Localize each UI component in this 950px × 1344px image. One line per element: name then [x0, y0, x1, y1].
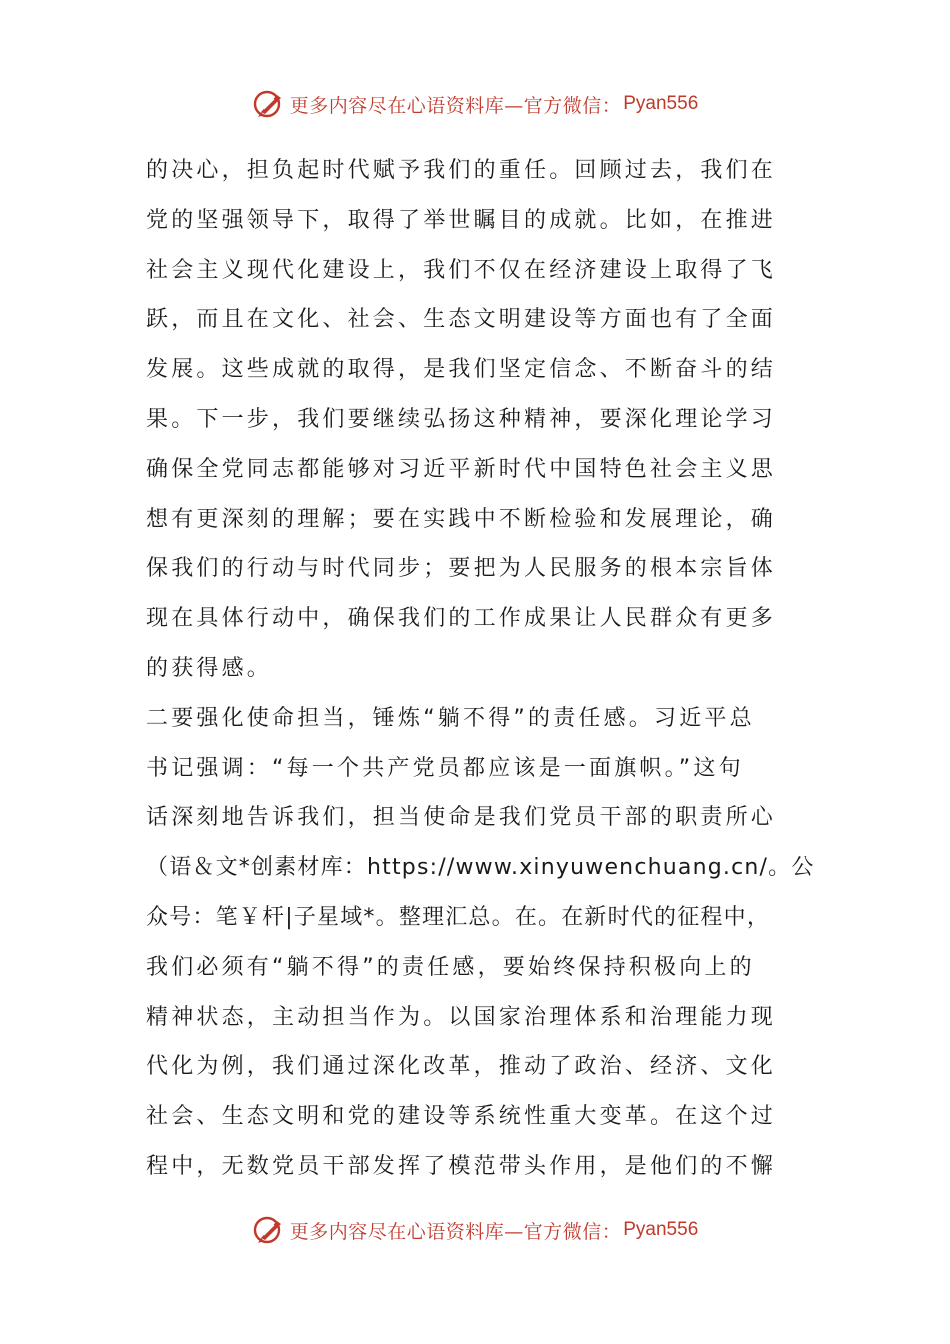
text-line: 想有更深刻的理解；要在实践中不断检验和发展理论，确	[146, 506, 777, 532]
page-footer-banner	[0, 1210, 950, 1250]
footer-wechat-id: Pyan556	[623, 1219, 699, 1240]
text-line: 的决心，担负起时代赋予我们的重任。回顾过去，我们在	[146, 158, 777, 183]
text-line: 保我们的行动与时代同步；要把为人民服务的根本宗旨体	[146, 556, 777, 582]
text-line: 代化为例，我们通过深化改革，推动了政治、经济、文化	[146, 1054, 777, 1080]
text-line: 我们必须有“躺不得”的责任感，要始终保持积极向上的	[146, 954, 755, 980]
pen-nib-circle-icon	[252, 87, 286, 121]
footer-slogan: 更多内容尽在心语资料库—官方微信：	[289, 1220, 622, 1243]
text-line: 话深刻地告诉我们，担当使命是我们党员干部的职责所心	[146, 805, 777, 831]
text-line: 现在具体行动中，确保我们的工作成果让人民群众有更多	[146, 606, 777, 632]
document-body	[146, 146, 816, 1192]
text-line: 社会、生态文明和党的建设等系统性重大变革。在这个过	[146, 1104, 777, 1130]
text-line: 众号：笔￥杆|子星域*。整理汇总。在。在新时代的征程中，	[146, 904, 771, 930]
text-line: 确保全党同志都能够对习近平新时代中国特色社会主义思	[146, 456, 777, 482]
text-line: 书记强调：“每一个共产党员都应该是一面旗帜。”这句	[146, 755, 744, 781]
text-line: 的获得感。	[146, 655, 273, 681]
source-url-line: （语＆文*创素材库：https://www.xinyuwenchuang.cn/。公	[146, 855, 815, 881]
section-heading-line: 二要强化使命担当，锤炼“躺不得”的责任感。习近平总	[146, 705, 755, 731]
pen-nib-circle-icon	[252, 1213, 286, 1247]
text-line: 精神状态，主动担当作为。以国家治理体系和治理能力现	[146, 1004, 777, 1030]
text-line: 程中，无数党员干部发挥了模范带头作用，是他们的不懈	[146, 1153, 777, 1179]
text-line: 党的坚强领导下，取得了举世瞩目的成就。比如，在推进	[146, 207, 777, 233]
page-header-banner	[0, 84, 950, 124]
header-wechat-id: Pyan556	[623, 93, 699, 114]
header-slogan: 更多内容尽在心语资料库—官方微信：	[289, 94, 622, 117]
text-line: 发展。这些成就的取得，是我们坚定信念、不断奋斗的结	[146, 357, 777, 383]
text-line: 果。下一步，我们要继续弘扬这种精神，要深化理论学习	[146, 406, 777, 432]
text-line: 跃，而且在文化、社会、生态文明建设等方面也有了全面	[146, 307, 777, 333]
text-line: 社会主义现代化建设上，我们不仅在经济建设上取得了飞	[146, 257, 777, 283]
